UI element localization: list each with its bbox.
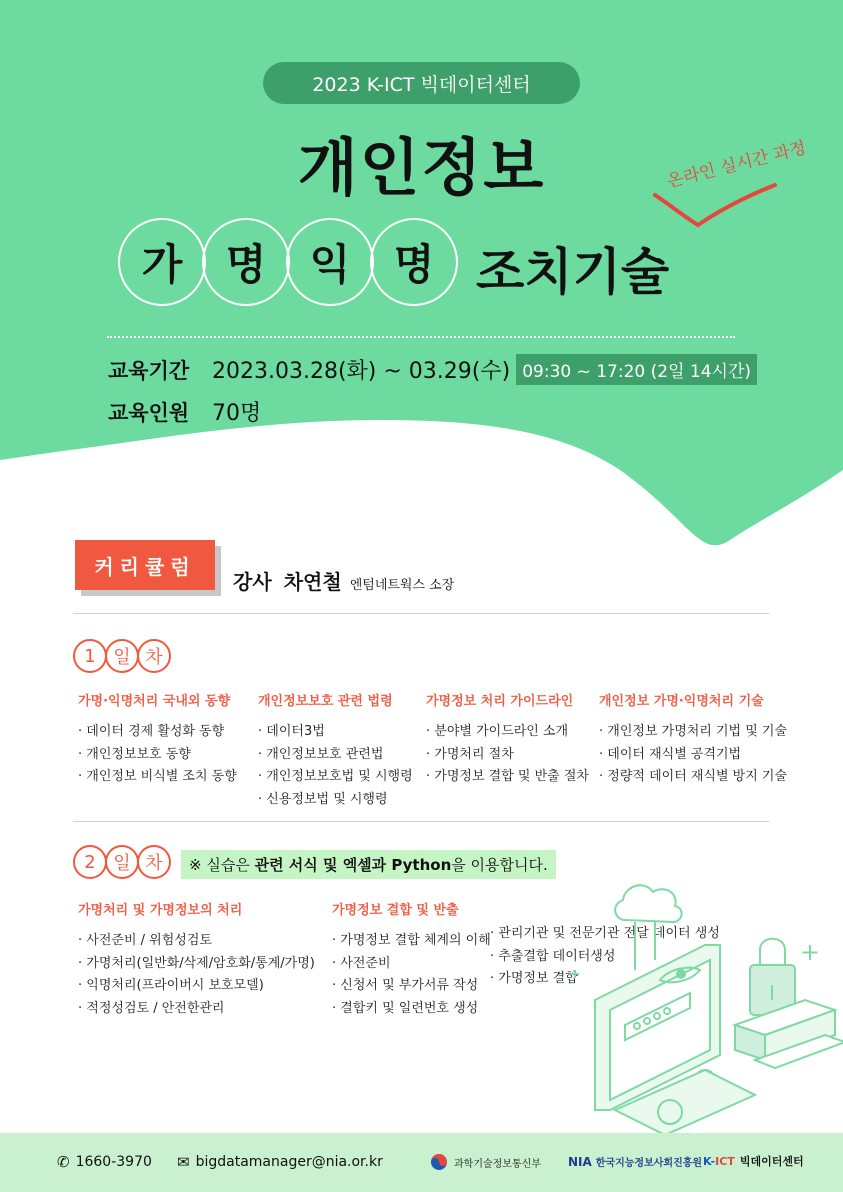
org-nia: [568, 1154, 702, 1169]
mail-icon: ✉: [177, 1153, 190, 1171]
day-circle: 일: [105, 639, 139, 673]
email-address: bigdatamanager@nia.or.kr: [195, 1154, 383, 1170]
event-badge: 2023 K-ICT 빅데이터센터: [263, 62, 580, 104]
subtitle-char: 익: [286, 218, 374, 306]
footer-email: [177, 1153, 383, 1171]
day1-badge: [73, 639, 169, 673]
subtitle-circles: [118, 218, 454, 308]
day2-badge: [73, 845, 169, 879]
note-bold: 관련 서식 및 엑셀과 Python: [254, 856, 452, 874]
org-msit-name: 과학기술정보통신부: [454, 1158, 541, 1170]
column-heading: 개인정보 가명·익명처리 기술: [599, 694, 764, 709]
column-heading: 가명정보 처리 가이드라인: [426, 694, 574, 709]
period-label: 교육기간: [108, 358, 190, 383]
list-item: · 가명정보 결합 및 반출 절차: [426, 766, 589, 789]
list-item: · 가명처리 절차: [426, 744, 589, 767]
list-item: · 정량적 데이터 재식별 방지 기술: [599, 766, 787, 789]
list-item: · 개인정보 비식별 조치 동향: [78, 766, 237, 789]
list-item: · 개인정보보호법 및 시행령: [258, 766, 413, 789]
day1-column: [78, 690, 237, 789]
kict-logo-text: 빅데이터센터: [739, 1155, 804, 1168]
list-item: · 데이터3법: [258, 721, 413, 744]
day-circle: 2: [73, 845, 107, 879]
list-item: · 추출결합 데이터생성: [490, 946, 720, 969]
divider: [73, 821, 769, 822]
org-msit: [430, 1153, 541, 1171]
list-item: · 관리기관 및 전문기관 전달 데이터 생성: [490, 923, 720, 946]
subtitle-char: 가: [118, 218, 206, 306]
day-circle: 일: [105, 845, 139, 879]
period-value: 2023.03.28(화) ~ 03.29(수): [212, 359, 511, 384]
subtitle-char: 명: [202, 218, 290, 306]
list-item: · 데이터 재식별 공격기법: [599, 744, 787, 767]
list-item: · 사전준비 / 위험성검토: [78, 930, 315, 953]
lecturer-name: 차연철: [283, 570, 342, 594]
day2-column: [332, 899, 491, 1020]
column-heading: 가명정보 결합 및 반출: [332, 903, 459, 918]
online-live-note: 온라인 실시간 과정: [665, 138, 809, 192]
period-row: [108, 354, 757, 385]
day-circle: 1: [73, 639, 107, 673]
note-suffix: 을 이용합니다.: [451, 856, 548, 874]
practice-note: [181, 850, 556, 879]
people-label: 교육인원: [108, 400, 190, 425]
subtitle-char: 명: [370, 218, 458, 306]
list-item: · 가명처리(일반화/삭제/암호화/통계/가명): [78, 953, 315, 976]
curriculum-tag: 커리큘럼: [75, 540, 215, 590]
day1-column: [426, 690, 589, 789]
list-item: · 사전준비: [332, 953, 491, 976]
day2-column: [78, 899, 315, 1020]
list-item: · 신청서 및 부가서류 작성: [332, 975, 491, 998]
list-item: · 신용정보법 및 시행령: [258, 789, 413, 812]
org-nia-name: 한국지능정보사회진흥원: [595, 1158, 703, 1169]
lecturer-label: 강사: [233, 570, 272, 594]
kict-logo-k: K-: [703, 1154, 716, 1168]
phone-icon: ✆: [57, 1153, 70, 1171]
day-circle: 차: [137, 639, 171, 673]
checkmark-icon: [650, 175, 780, 235]
list-item: · 가명정보 결합 체계의 이해: [332, 930, 491, 953]
column-heading: 가명처리 및 가명정보의 처리: [78, 903, 243, 918]
footer-phone: [57, 1153, 152, 1171]
day1-column: [599, 690, 787, 789]
column-heading: 개인정보보호 관련 법령: [258, 694, 393, 709]
subtitle-rest: 조치기술: [476, 243, 670, 301]
divider: [73, 613, 769, 614]
column-heading: 가명·익명처리 국내외 동향: [78, 694, 231, 709]
list-item: · 익명처리(프라이버시 보호모델): [78, 975, 315, 998]
org-nia-abbrev: NIA: [568, 1154, 592, 1169]
period-time: 09:30 ~ 17:20 (2일 14시간): [516, 354, 757, 385]
list-item: · 개인정보 가명처리 기법 및 기술: [599, 721, 787, 744]
kict-logo-ict: ICT: [715, 1154, 735, 1168]
lecturer-title: 엔텀네트웍스 소장: [349, 578, 455, 593]
lecturer: [233, 566, 454, 595]
day-circle: 차: [137, 845, 171, 879]
day1-column: [258, 690, 413, 811]
list-item: · 가명정보 결합: [490, 968, 720, 991]
phone-number: 1660-3970: [75, 1154, 152, 1170]
list-item: · 분야별 가이드라인 소개: [426, 721, 589, 744]
footer: [0, 1133, 843, 1192]
list-item: · 적정성검토 / 안전한관리: [78, 998, 315, 1021]
list-item: · 개인정보보호 동향: [78, 744, 237, 767]
note-prefix: ※ 실습은: [189, 856, 255, 874]
list-item: · 데이터 경제 활성화 동향: [78, 721, 237, 744]
list-item: · 개인정보보호 관련법: [258, 744, 413, 767]
list-item: · 결합키 및 일련번호 생성: [332, 998, 491, 1021]
page-title: 개인정보: [297, 131, 546, 204]
taegeuk-icon: [430, 1153, 448, 1171]
security-illustration: [555, 850, 843, 1135]
people-row: [108, 396, 261, 427]
divider: [107, 336, 735, 338]
org-kict: [703, 1153, 804, 1169]
people-value: 70명: [212, 401, 262, 426]
